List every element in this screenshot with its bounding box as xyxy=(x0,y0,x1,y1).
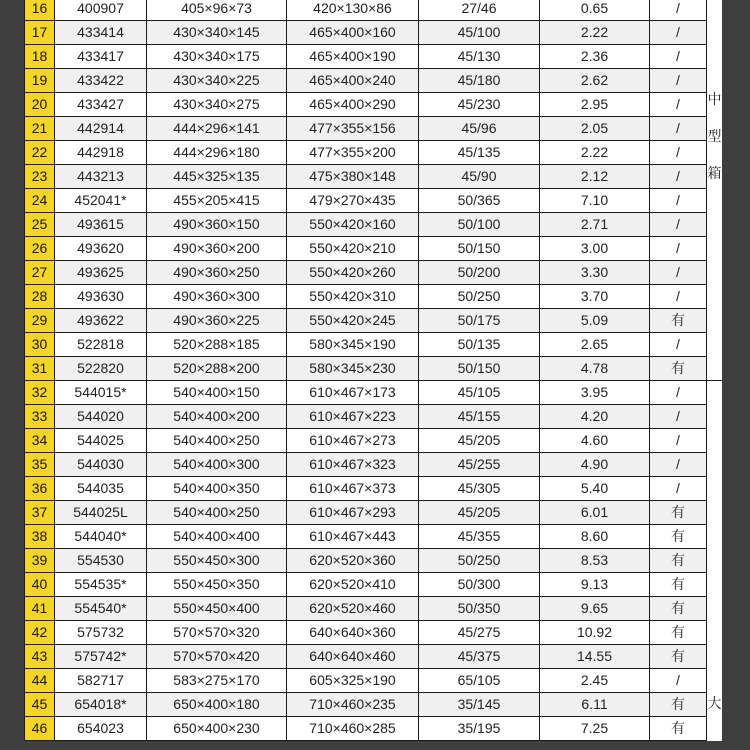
weight-cell: 4.90 xyxy=(540,453,650,477)
quantity-cell: 45/275 xyxy=(419,621,540,645)
mark-cell: / xyxy=(650,213,707,237)
weight-cell: 9.13 xyxy=(540,573,650,597)
weight-cell: 7.25 xyxy=(540,717,650,741)
product-code-cell: 575742* xyxy=(55,645,147,669)
row-number-cell: 29 xyxy=(25,309,55,333)
quantity-cell: 45/255 xyxy=(419,453,540,477)
mark-cell: / xyxy=(650,669,707,693)
row-number-cell: 16 xyxy=(25,0,55,21)
weight-cell: 2.36 xyxy=(540,45,650,69)
table-row xyxy=(25,333,723,357)
table-row xyxy=(25,573,723,597)
inner-size-cell: 520×288×200 xyxy=(147,357,287,381)
quantity-cell: 35/145 xyxy=(419,693,540,717)
weight-cell: 5.40 xyxy=(540,477,650,501)
mark-cell: 有 xyxy=(650,357,707,381)
quantity-cell: 50/250 xyxy=(419,549,540,573)
weight-cell: 2.22 xyxy=(540,141,650,165)
weight-cell: 6.11 xyxy=(540,693,650,717)
quantity-cell: 45/96 xyxy=(419,117,540,141)
table-row xyxy=(25,717,723,741)
inner-size-cell: 430×340×145 xyxy=(147,21,287,45)
product-code-cell: 554530 xyxy=(55,549,147,573)
weight-cell: 2.05 xyxy=(540,117,650,141)
quantity-cell: 45/355 xyxy=(419,525,540,549)
row-number-cell: 27 xyxy=(25,261,55,285)
mark-cell: / xyxy=(650,333,707,357)
outer-size-cell: 465×400×240 xyxy=(287,69,419,93)
weight-cell: 2.65 xyxy=(540,333,650,357)
inner-size-cell: 650×400×180 xyxy=(147,693,287,717)
mark-cell: 有 xyxy=(650,501,707,525)
row-number-cell: 28 xyxy=(25,285,55,309)
mark-cell: 有 xyxy=(650,309,707,333)
product-code-cell: 493625 xyxy=(55,261,147,285)
table-row xyxy=(25,189,723,213)
product-code-cell: 582717 xyxy=(55,669,147,693)
outer-size-cell: 610×467×273 xyxy=(287,429,419,453)
mark-cell: 有 xyxy=(650,573,707,597)
row-number-cell: 33 xyxy=(25,405,55,429)
outer-size-cell: 550×420×210 xyxy=(287,237,419,261)
product-code-cell: 493615 xyxy=(55,213,147,237)
row-number-cell: 22 xyxy=(25,141,55,165)
outer-size-cell: 479×270×435 xyxy=(287,189,419,213)
category-medium-cell xyxy=(707,0,723,381)
weight-cell: 2.62 xyxy=(540,69,650,93)
row-number-cell: 21 xyxy=(25,117,55,141)
weight-cell: 3.70 xyxy=(540,285,650,309)
outer-size-cell: 580×345×190 xyxy=(287,333,419,357)
table-row xyxy=(25,645,723,669)
row-number-cell: 37 xyxy=(25,501,55,525)
quantity-cell: 45/180 xyxy=(419,69,540,93)
quantity-cell: 45/155 xyxy=(419,405,540,429)
outer-size-cell: 610×467×293 xyxy=(287,501,419,525)
product-code-cell: 400907 xyxy=(55,0,147,21)
product-code-cell: 554540* xyxy=(55,597,147,621)
mark-cell: / xyxy=(650,0,707,21)
table-row xyxy=(25,477,723,501)
mark-cell: / xyxy=(650,405,707,429)
quantity-cell: 65/105 xyxy=(419,669,540,693)
mark-cell: / xyxy=(650,45,707,69)
table-row xyxy=(25,141,723,165)
weight-cell: 2.12 xyxy=(540,165,650,189)
weight-cell: 3.95 xyxy=(540,381,650,405)
outer-size-cell: 610×467×173 xyxy=(287,381,419,405)
quantity-cell: 50/365 xyxy=(419,189,540,213)
weight-cell: 2.95 xyxy=(540,93,650,117)
spreadsheet-sheet xyxy=(24,0,722,750)
inner-size-cell: 444×296×141 xyxy=(147,117,287,141)
product-code-cell: 442914 xyxy=(55,117,147,141)
weight-cell: 3.00 xyxy=(540,237,650,261)
category-medium-char: 型 xyxy=(707,129,722,145)
outer-size-cell: 610×467×443 xyxy=(287,525,419,549)
quantity-cell: 45/105 xyxy=(419,381,540,405)
table-row xyxy=(25,45,723,69)
row-number-cell: 38 xyxy=(25,525,55,549)
outer-size-cell: 710×460×285 xyxy=(287,717,419,741)
weight-cell: 2.45 xyxy=(540,669,650,693)
table-body xyxy=(25,0,723,741)
quantity-cell: 45/100 xyxy=(419,21,540,45)
inner-size-cell: 550×450×300 xyxy=(147,549,287,573)
mark-cell: 有 xyxy=(650,621,707,645)
product-code-cell: 544015* xyxy=(55,381,147,405)
mark-cell: 有 xyxy=(650,549,707,573)
outer-size-cell: 550×420×260 xyxy=(287,261,419,285)
table-row xyxy=(25,309,723,333)
row-number-cell: 25 xyxy=(25,213,55,237)
table-row xyxy=(25,693,723,717)
product-code-cell: 544025L xyxy=(55,501,147,525)
table-row xyxy=(25,237,723,261)
product-code-cell: 544020 xyxy=(55,405,147,429)
inner-size-cell: 490×360×250 xyxy=(147,261,287,285)
inner-size-cell: 490×360×150 xyxy=(147,213,287,237)
weight-cell: 14.55 xyxy=(540,645,650,669)
table-row xyxy=(25,69,723,93)
mark-cell: / xyxy=(650,453,707,477)
table-row xyxy=(25,0,723,21)
row-number-cell: 46 xyxy=(25,717,55,741)
quantity-cell: 50/350 xyxy=(419,597,540,621)
table-row xyxy=(25,525,723,549)
inner-size-cell: 430×340×275 xyxy=(147,93,287,117)
product-code-cell: 544025 xyxy=(55,429,147,453)
outer-size-cell: 620×520×360 xyxy=(287,549,419,573)
product-code-cell: 433414 xyxy=(55,21,147,45)
inner-size-cell: 490×360×300 xyxy=(147,285,287,309)
product-code-cell: 554535* xyxy=(55,573,147,597)
quantity-cell: 35/195 xyxy=(419,717,540,741)
row-number-cell: 20 xyxy=(25,93,55,117)
table-row xyxy=(25,453,723,477)
mark-cell: / xyxy=(650,477,707,501)
outer-size-cell: 465×400×160 xyxy=(287,21,419,45)
row-number-cell: 18 xyxy=(25,45,55,69)
inner-size-cell: 444×296×180 xyxy=(147,141,287,165)
product-code-cell: 654018* xyxy=(55,693,147,717)
quantity-cell: 50/150 xyxy=(419,237,540,261)
inner-size-cell: 540×400×150 xyxy=(147,381,287,405)
inner-size-cell: 570×570×420 xyxy=(147,645,287,669)
row-number-cell: 32 xyxy=(25,381,55,405)
mark-cell: 有 xyxy=(650,645,707,669)
inner-size-cell: 540×400×350 xyxy=(147,477,287,501)
row-number-cell: 41 xyxy=(25,597,55,621)
weight-cell: 7.10 xyxy=(540,189,650,213)
inner-size-cell: 455×205×415 xyxy=(147,189,287,213)
weight-cell: 3.30 xyxy=(540,261,650,285)
inner-size-cell: 540×400×250 xyxy=(147,501,287,525)
outer-size-cell: 640×640×360 xyxy=(287,621,419,645)
mark-cell: / xyxy=(650,237,707,261)
mark-cell: / xyxy=(650,165,707,189)
table-row xyxy=(25,597,723,621)
quantity-cell: 50/250 xyxy=(419,285,540,309)
product-code-cell: 544030 xyxy=(55,453,147,477)
inner-size-cell: 540×400×200 xyxy=(147,405,287,429)
row-number-cell: 40 xyxy=(25,573,55,597)
outer-size-cell: 710×460×235 xyxy=(287,693,419,717)
row-number-cell: 44 xyxy=(25,669,55,693)
quantity-cell: 50/175 xyxy=(419,309,540,333)
weight-cell: 8.53 xyxy=(540,549,650,573)
quantity-cell: 45/135 xyxy=(419,141,540,165)
row-number-cell: 45 xyxy=(25,693,55,717)
inner-size-cell: 520×288×185 xyxy=(147,333,287,357)
row-number-cell: 39 xyxy=(25,549,55,573)
mark-cell: 有 xyxy=(650,525,707,549)
row-number-cell: 43 xyxy=(25,645,55,669)
table-row xyxy=(25,93,723,117)
category-large-label: 大 xyxy=(707,696,722,712)
outer-size-cell: 477×355×156 xyxy=(287,117,419,141)
row-number-cell: 23 xyxy=(25,165,55,189)
inner-size-cell: 650×400×230 xyxy=(147,717,287,741)
quantity-cell: 45/90 xyxy=(419,165,540,189)
quantity-cell: 50/135 xyxy=(419,333,540,357)
inner-size-cell: 490×360×225 xyxy=(147,309,287,333)
quantity-cell: 45/230 xyxy=(419,93,540,117)
product-code-cell: 452041* xyxy=(55,189,147,213)
product-table xyxy=(24,0,722,741)
outer-size-cell: 640×640×460 xyxy=(287,645,419,669)
outer-size-cell: 475×380×148 xyxy=(287,165,419,189)
inner-size-cell: 570×570×320 xyxy=(147,621,287,645)
outer-size-cell: 477×355×200 xyxy=(287,141,419,165)
product-code-cell: 575732 xyxy=(55,621,147,645)
product-code-cell: 522820 xyxy=(55,357,147,381)
inner-size-cell: 540×400×300 xyxy=(147,453,287,477)
weight-cell: 0.65 xyxy=(540,0,650,21)
outer-size-cell: 465×400×190 xyxy=(287,45,419,69)
inner-size-cell: 583×275×170 xyxy=(147,669,287,693)
row-number-cell: 34 xyxy=(25,429,55,453)
row-number-cell: 30 xyxy=(25,333,55,357)
quantity-cell: 45/130 xyxy=(419,45,540,69)
weight-cell: 9.65 xyxy=(540,597,650,621)
product-code-cell: 433422 xyxy=(55,69,147,93)
table-row xyxy=(25,405,723,429)
table-row xyxy=(25,261,723,285)
table-row xyxy=(25,357,723,381)
quantity-cell: 45/305 xyxy=(419,477,540,501)
quantity-cell: 27/46 xyxy=(419,0,540,21)
product-code-cell: 493630 xyxy=(55,285,147,309)
row-number-cell: 36 xyxy=(25,477,55,501)
quantity-cell: 45/375 xyxy=(419,645,540,669)
table-row xyxy=(25,621,723,645)
row-number-cell: 35 xyxy=(25,453,55,477)
weight-cell: 4.78 xyxy=(540,357,650,381)
table-row xyxy=(25,285,723,309)
inner-size-cell: 430×340×175 xyxy=(147,45,287,69)
table-row xyxy=(25,21,723,45)
category-medium-char: 中 xyxy=(707,92,722,108)
mark-cell: / xyxy=(650,285,707,309)
mark-cell: 有 xyxy=(650,693,707,717)
inner-size-cell: 550×450×350 xyxy=(147,573,287,597)
quantity-cell: 45/205 xyxy=(419,501,540,525)
weight-cell: 8.60 xyxy=(540,525,650,549)
mark-cell: / xyxy=(650,93,707,117)
outer-size-cell: 550×420×245 xyxy=(287,309,419,333)
row-number-cell: 24 xyxy=(25,189,55,213)
category-large-cell xyxy=(707,381,723,741)
table-row xyxy=(25,549,723,573)
inner-size-cell: 405×96×73 xyxy=(147,0,287,21)
row-number-cell: 26 xyxy=(25,237,55,261)
mark-cell: / xyxy=(650,21,707,45)
outer-size-cell: 610×467×323 xyxy=(287,453,419,477)
row-number-cell: 19 xyxy=(25,69,55,93)
quantity-cell: 50/150 xyxy=(419,357,540,381)
mark-cell: 有 xyxy=(650,717,707,741)
product-code-cell: 493620 xyxy=(55,237,147,261)
inner-size-cell: 540×400×250 xyxy=(147,429,287,453)
weight-cell: 4.20 xyxy=(540,405,650,429)
outer-size-cell: 550×420×310 xyxy=(287,285,419,309)
inner-size-cell: 445×325×135 xyxy=(147,165,287,189)
product-code-cell: 433427 xyxy=(55,93,147,117)
table-row xyxy=(25,213,723,237)
mark-cell: / xyxy=(650,69,707,93)
table-row xyxy=(25,117,723,141)
product-code-cell: 522818 xyxy=(55,333,147,357)
product-code-cell: 433417 xyxy=(55,45,147,69)
table-row xyxy=(25,501,723,525)
row-number-cell: 42 xyxy=(25,621,55,645)
row-number-cell: 31 xyxy=(25,357,55,381)
weight-cell: 2.22 xyxy=(540,21,650,45)
weight-cell: 10.92 xyxy=(540,621,650,645)
inner-size-cell: 540×400×400 xyxy=(147,525,287,549)
outer-size-cell: 610×467×223 xyxy=(287,405,419,429)
weight-cell: 6.01 xyxy=(540,501,650,525)
table-row xyxy=(25,669,723,693)
quantity-cell: 45/205 xyxy=(419,429,540,453)
category-medium-char: 箱 xyxy=(707,166,722,182)
outer-size-cell: 420×130×86 xyxy=(287,0,419,21)
outer-size-cell: 605×325×190 xyxy=(287,669,419,693)
inner-size-cell: 490×360×200 xyxy=(147,237,287,261)
table-row xyxy=(25,165,723,189)
quantity-cell: 50/200 xyxy=(419,261,540,285)
product-code-cell: 544040* xyxy=(55,525,147,549)
weight-cell: 5.09 xyxy=(540,309,650,333)
inner-size-cell: 430×340×225 xyxy=(147,69,287,93)
mark-cell: / xyxy=(650,117,707,141)
outer-size-cell: 550×420×160 xyxy=(287,213,419,237)
product-code-cell: 493622 xyxy=(55,309,147,333)
outer-size-cell: 465×400×290 xyxy=(287,93,419,117)
mark-cell: 有 xyxy=(650,597,707,621)
product-code-cell: 544035 xyxy=(55,477,147,501)
mark-cell: / xyxy=(650,381,707,405)
row-number-cell: 17 xyxy=(25,21,55,45)
mark-cell: / xyxy=(650,141,707,165)
inner-size-cell: 550×450×400 xyxy=(147,597,287,621)
outer-size-cell: 610×467×373 xyxy=(287,477,419,501)
outer-size-cell: 620×520×460 xyxy=(287,597,419,621)
outer-size-cell: 580×345×230 xyxy=(287,357,419,381)
quantity-cell: 50/300 xyxy=(419,573,540,597)
product-code-cell: 443213 xyxy=(55,165,147,189)
quantity-cell: 50/100 xyxy=(419,213,540,237)
table-row xyxy=(25,381,723,405)
mark-cell: / xyxy=(650,189,707,213)
weight-cell: 4.60 xyxy=(540,429,650,453)
product-code-cell: 654023 xyxy=(55,717,147,741)
mark-cell: / xyxy=(650,429,707,453)
table-row xyxy=(25,429,723,453)
product-code-cell: 442918 xyxy=(55,141,147,165)
weight-cell: 2.71 xyxy=(540,213,650,237)
outer-size-cell: 620×520×410 xyxy=(287,573,419,597)
mark-cell: / xyxy=(650,261,707,285)
